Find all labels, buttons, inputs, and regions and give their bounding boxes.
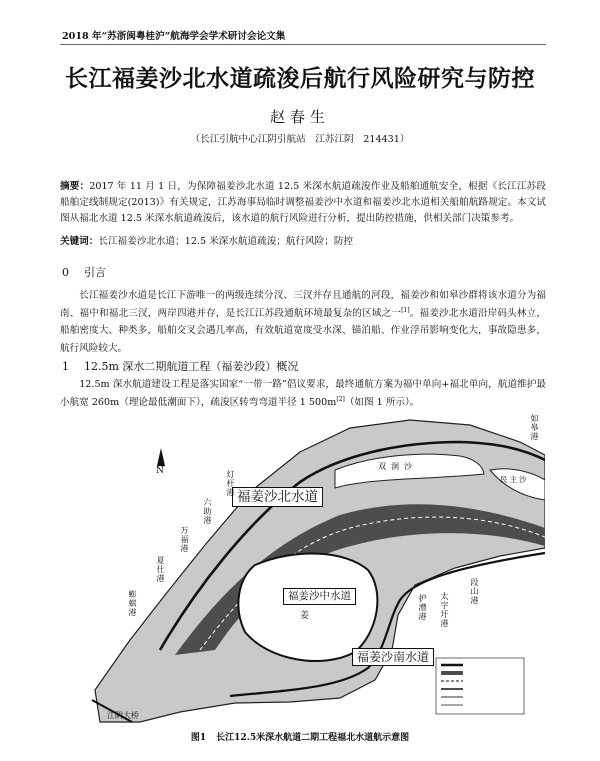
legend-frame <box>436 658 524 714</box>
place-label: 万福港 <box>180 526 189 553</box>
section-number: 1 <box>62 360 69 373</box>
place-label: 灯杆港 <box>226 470 235 497</box>
paragraph-text: 12.5m 深水航道建设工程是落实国家“一带一路”倡议要求，最终通航方案为福中单向+福北单向，航道维护最小航宽 260m（理论最低潮面下），疏浚区转弯弯道半径 1 500m <box>60 379 546 408</box>
place-label: 护漕港 <box>418 594 427 621</box>
fujiangsha-label: 姜 <box>300 611 310 621</box>
place-label: 六助港 <box>203 498 212 525</box>
section-heading-introduction <box>62 264 106 280</box>
place-label: 太字圩港 <box>440 592 449 628</box>
place-label: 段山港 <box>470 578 479 605</box>
paragraph-text: 长江福姜沙水道是长江下游唯一的两级连续分汊、三汊并存且通航的河段，福姜沙和如皋沙群将该水道分为福南、福中和福北三汊，两岸四港并存，是长江江苏段通航环境最复杂的区域之一 <box>60 290 546 319</box>
citation-ref: [2] <box>336 395 345 403</box>
figure-caption-text: 长江12.5米深水航道二期工程福北水道航示意图 <box>216 733 410 743</box>
paragraph-text: （如图 1 所示）。 <box>344 396 420 408</box>
place-label: 如皋港 <box>530 414 539 441</box>
abstract-text: 2017 年 11 月 1 日，为保障福姜沙北水道 12.5 米深水航道疏浚作业及船舶通航安全，根据《长江江苏段船舶定线制规定(2013)》有关规定，江苏海事局临时调整福姜沙中水道和福姜沙北水道相关船舶航路规定。本文试图从福北水道 12.5 米深水航道疏浚后，该水道的航行风险进行分析，提出防控措施，供相关部门决策参考。 <box>60 181 547 224</box>
middle-channel-label: 福姜沙中水道 <box>283 588 356 605</box>
north-channel-label: 福姜沙北水道 <box>232 487 323 507</box>
compass-label: N <box>156 466 164 476</box>
paper-title: 长江福姜沙北水道疏浚后航行风险研究与防控 <box>65 65 535 92</box>
place-label: 蟛蜞港 <box>128 590 137 617</box>
shuangjiansha-label: 双涧沙 <box>378 462 417 471</box>
figure-number: 图1 <box>190 733 207 743</box>
section-number: 0 <box>62 266 69 279</box>
abstract <box>60 179 546 227</box>
keywords-text: 长江福姜沙北水道；12.5 米深水航道疏浚；航行风险；防控 <box>98 236 354 247</box>
section-heading-project-overview <box>62 358 298 374</box>
citation-ref: [1] <box>401 306 410 314</box>
map-legend <box>436 658 524 714</box>
keywords <box>60 234 546 250</box>
figure-caption <box>0 730 600 743</box>
place-label: 夏仕港 <box>156 556 165 583</box>
project-overview-paragraph <box>60 376 546 411</box>
waterway-map <box>85 412 545 724</box>
section-title: 引言 <box>84 266 106 279</box>
paragraph-text: 。福姜沙北水道沿岸码头林立，船舶密度大、种类多，船舶交叉会遇几率高，有效航道宽度受水深、锚泊船、作业浮吊影响变化大，事故隐患多，航行风险较大。 <box>60 307 547 354</box>
section-title: 12.5m 深水二期航道工程（福姜沙段）概况 <box>84 360 299 373</box>
introduction-paragraph <box>60 287 546 357</box>
fujiangsha-island <box>238 554 377 662</box>
header-rule <box>60 44 546 45</box>
jiangyin-bridge-label: 江阴大桥 <box>107 711 139 720</box>
abstract-label: 摘要： <box>60 181 90 192</box>
author-name: 赵春生 <box>269 108 330 126</box>
minzhusha-label: 民主沙 <box>500 475 529 484</box>
author-affiliation: （长江引航中心江阴引航站 江苏江阴 214431） <box>190 134 410 145</box>
south-channel-label: 福姜沙南水道 <box>352 648 434 666</box>
keywords-label: 关键词： <box>60 236 99 247</box>
running-header: 2018 年“苏浙闽粤桂沪”航海学会学术研讨会论文集 <box>62 31 286 42</box>
